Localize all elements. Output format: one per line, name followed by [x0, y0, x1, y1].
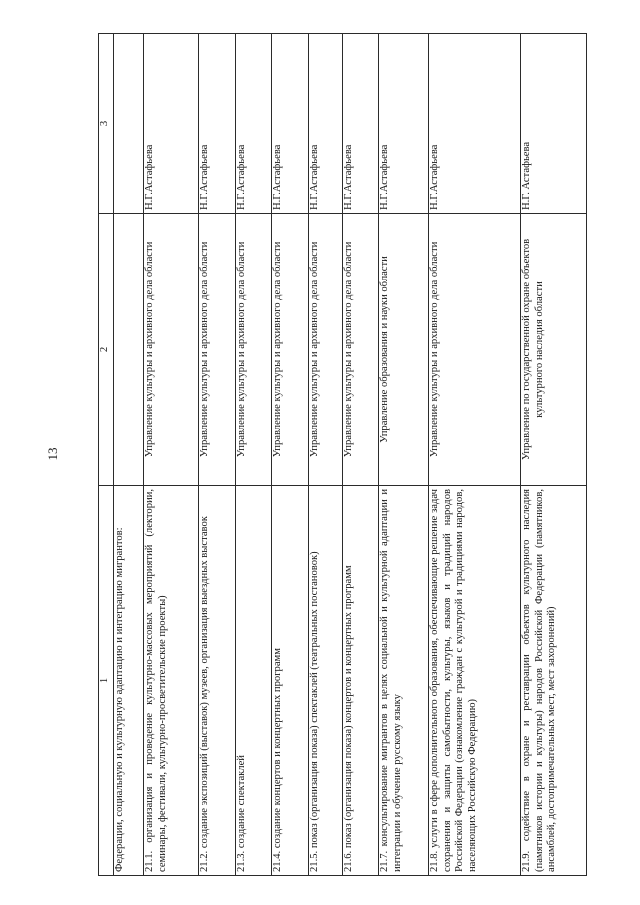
measure-cell: 21.5. показ (организация показа) спектаклей (театральных постановок) — [309, 486, 343, 876]
table-row — [236, 34, 272, 876]
responsible-cell — [114, 34, 144, 214]
executor-cell: Управление культуры и архивного дела области — [236, 214, 272, 486]
responsible-cell: Н.Г.Астафьева — [236, 34, 272, 214]
table-row — [379, 34, 429, 876]
column-header: 2 — [99, 214, 114, 486]
executor-cell: Управление образования и науки области — [379, 214, 429, 486]
measure-cell: 21.7. консультирование мигрантов в целях социальной и культурной адаптации и интеграции и обучение русскому языку — [379, 486, 429, 876]
responsible-cell: Н.Г.Астафьева — [199, 34, 236, 214]
table-row — [272, 34, 309, 876]
rotated-table-container — [98, 34, 558, 876]
executor-cell: Управление культуры и архивного дела области — [199, 214, 236, 486]
table-row — [309, 34, 343, 876]
responsible-cell: Н.Г. Астафьева — [521, 34, 587, 214]
table-row — [144, 34, 199, 876]
responsible-cell: Н.Г.Астафьева — [429, 34, 521, 214]
responsible-cell: Н.Г.Астафьева — [272, 34, 309, 214]
responsible-cell: Н.Г.Астафьева — [144, 34, 199, 214]
measure-cell: 21.9. содействие в охране и реставрации объектов культурного наследия (памятников истории и культуры) народов Российской Федерации (памятников, ансамблей, достопримечательных мест, мест захоронений) — [521, 486, 587, 876]
measure-cell: 21.4. создание концертов и концертных программ — [272, 486, 309, 876]
measure-cell: 21.8. услуги в сфере дополнительного образования, обеспечивающие решение задач сохранения и защиты самобытности, культуры, языков и традиций народов Российской Федерации (ознакомление граждан с культурой и традициями народов, населяющих Российскую Федерацию) — [429, 486, 521, 876]
executor-cell: Управление культуры и архивного дела области — [144, 214, 199, 486]
executor-cell: Управление культуры и архивного дела области — [309, 214, 343, 486]
measure-cell: 21.3. создание спектаклей — [236, 486, 272, 876]
executor-cell — [114, 214, 144, 486]
column-header: 3 — [99, 34, 114, 214]
table-row — [343, 34, 379, 876]
measure-cell: Федерации, социальную и культурную адаптацию и интеграцию мигрантов: — [114, 486, 144, 876]
table-row — [429, 34, 521, 876]
table-row — [199, 34, 236, 876]
executor-cell: Управление культуры и архивного дела области — [272, 214, 309, 486]
responsible-cell: Н.Г.Астафьева — [379, 34, 429, 214]
table-row — [114, 34, 144, 876]
measure-cell: 21.2. создание экспозиций (выставок) музеев, организация выездных выставок — [199, 486, 236, 876]
page-number: 13 — [45, 447, 60, 461]
executor-cell: Управление по государственной охране объектов культурного наследия области — [521, 214, 587, 486]
table-row — [521, 34, 587, 876]
measures-table — [98, 33, 587, 876]
column-header: 1 — [99, 486, 114, 876]
measure-cell: 21.1. организация и проведение культурно-массовых мероприятий (лектории, семинары, фестивали, культурно-просветительские проекты) — [144, 486, 199, 876]
responsible-cell: Н.Г.Астафьева — [343, 34, 379, 214]
table-header-row — [99, 34, 114, 876]
executor-cell: Управление культуры и архивного дела области — [429, 214, 521, 486]
executor-cell: Управление культуры и архивного дела области — [343, 214, 379, 486]
measure-cell: 21.6. показ (организация показа) концертов и концертных программ — [343, 486, 379, 876]
responsible-cell: Н.Г.Астафьева — [309, 34, 343, 214]
